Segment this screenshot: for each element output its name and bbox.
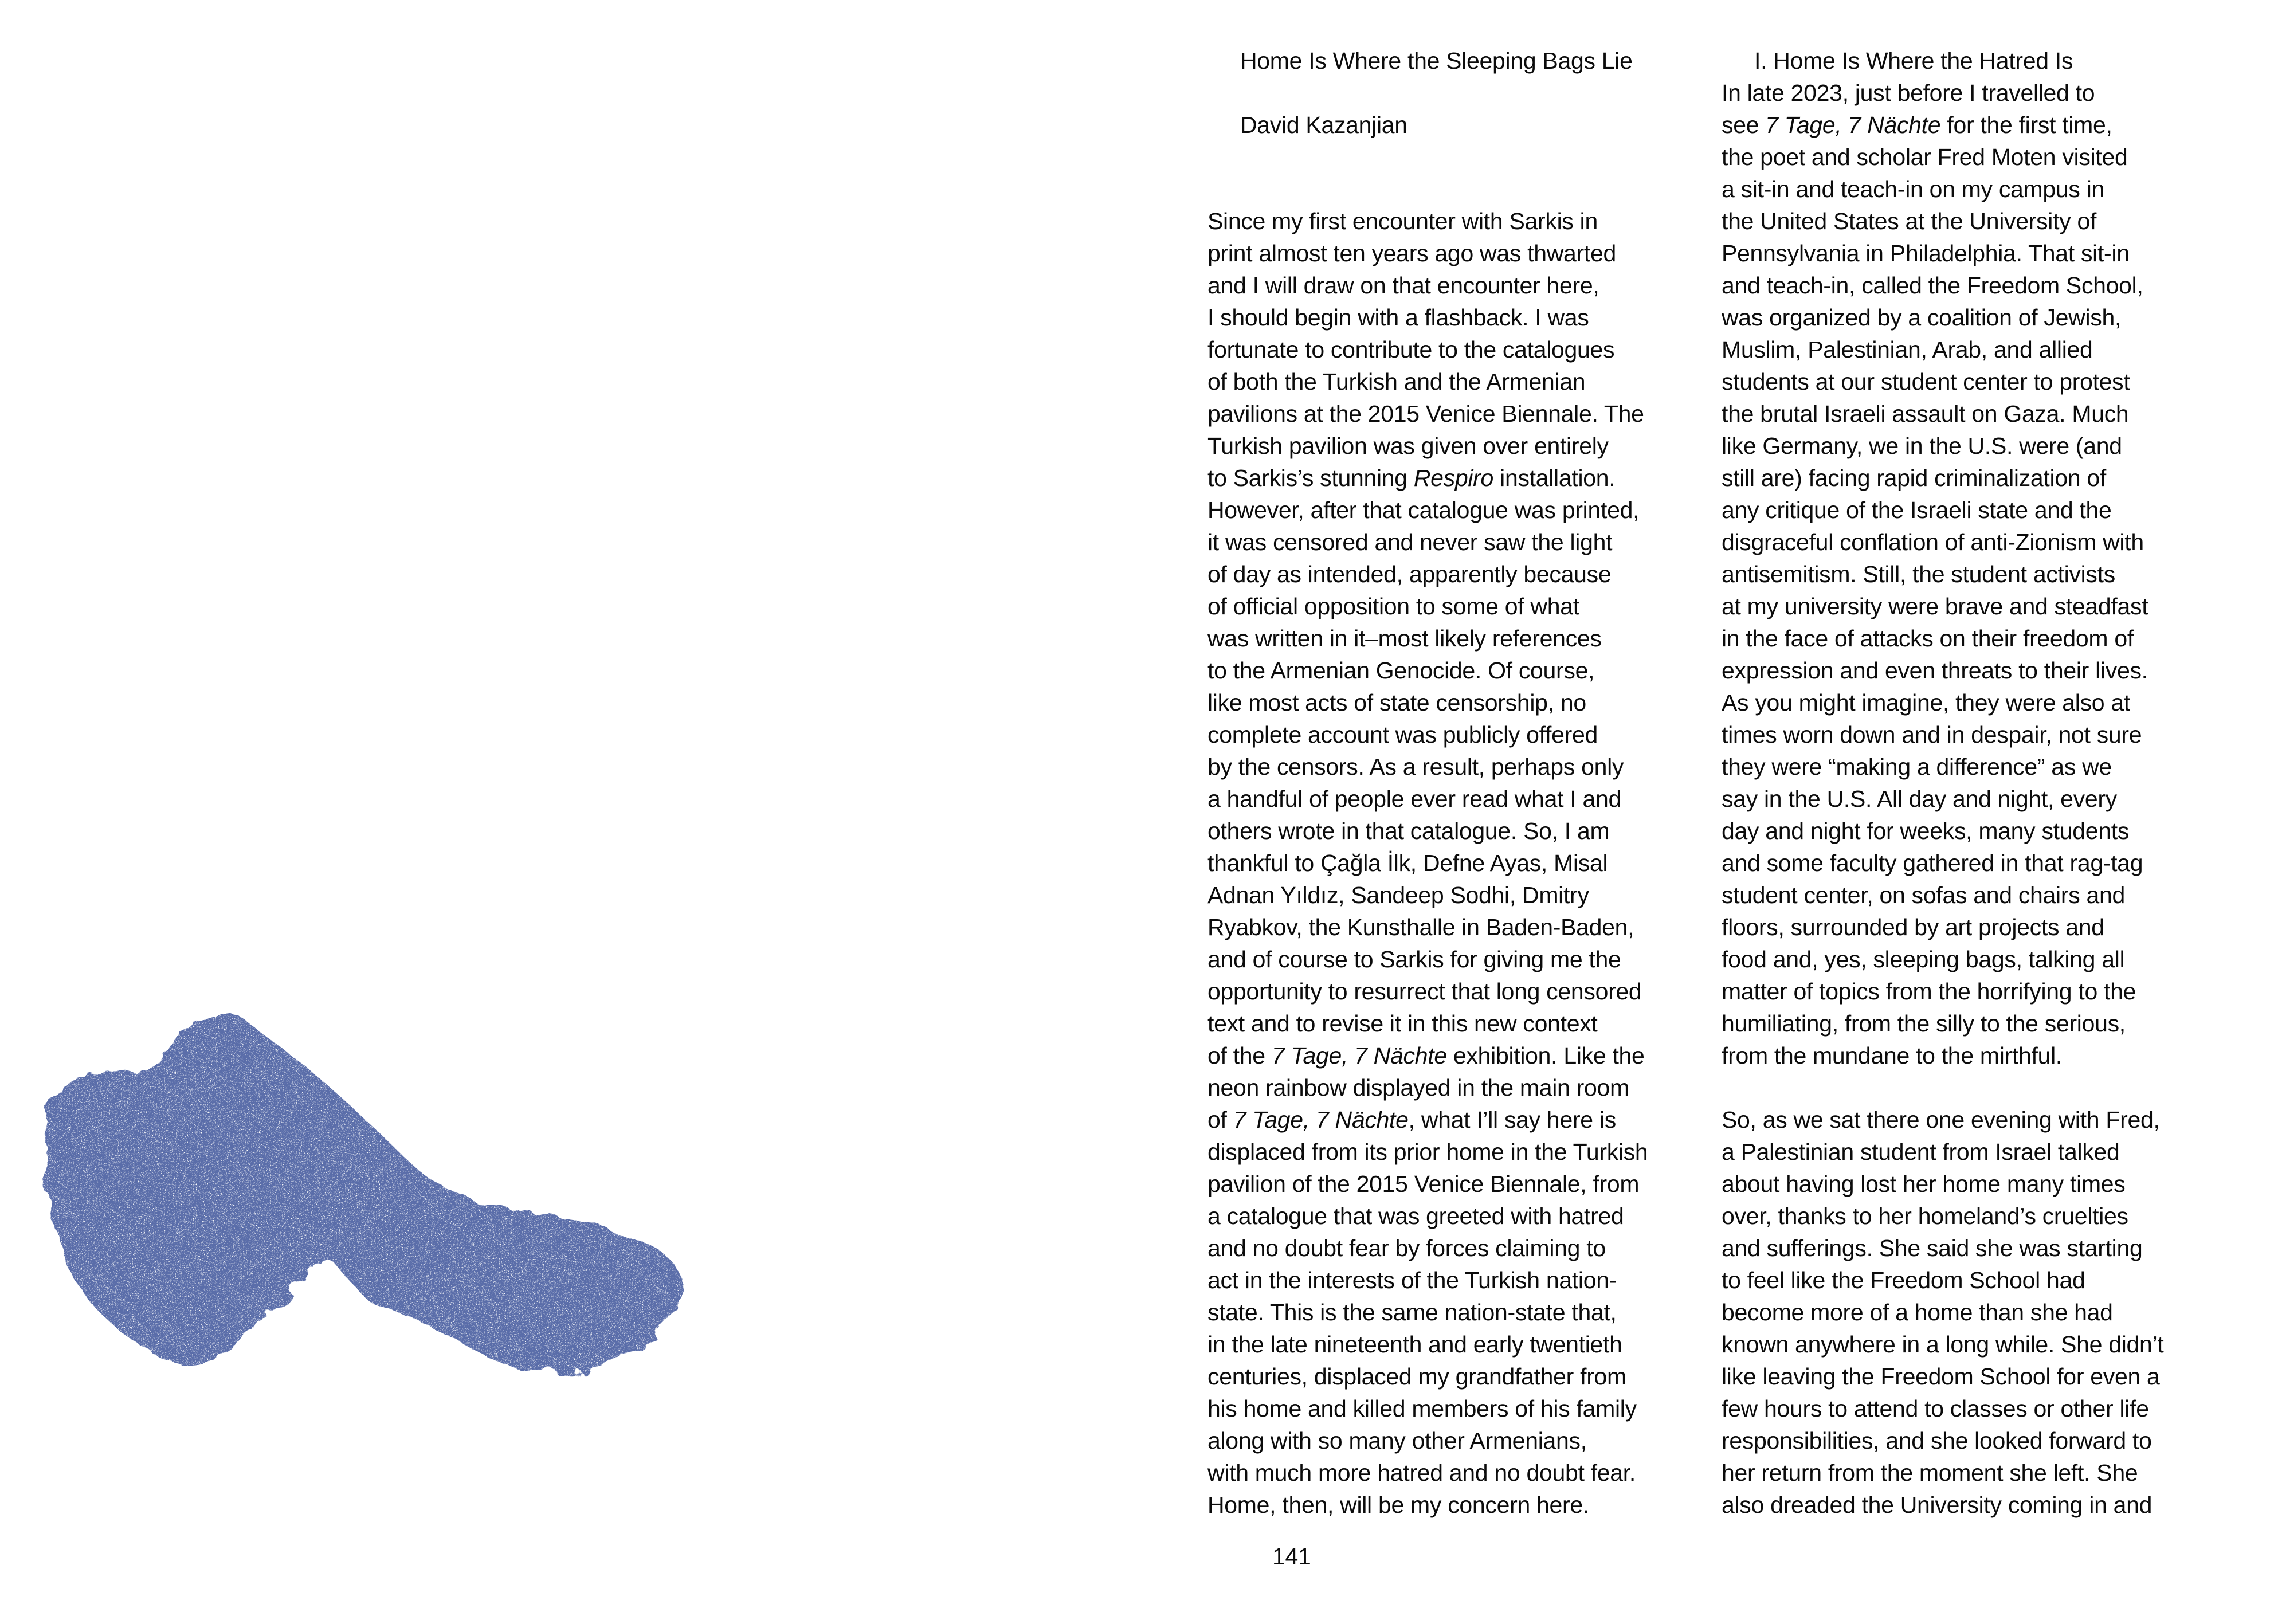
text-line: floors, surrounded by art projects and [1722,914,2104,940]
text-line: they were “making a difference” as we [1722,754,2112,780]
text-line: times worn down and in despair, not sure [1722,721,2142,748]
text-line: text and to revise it in this new context [1207,1010,1598,1037]
text-line: the poet and scholar Fred Moten visited [1722,144,2128,170]
text-line: of 7 Tage, 7 Nächte, what I’ll say here is [1207,1107,1616,1133]
text-line: Ryabkov, the Kunsthalle in Baden-Baden, [1207,914,1634,940]
text-line: also dreaded the University coming in and [1722,1492,2153,1518]
column-1-text [1207,205,1740,1521]
text-line: act in the interests of the Turkish nation- [1207,1267,1617,1293]
text-line: known anywhere in a long while. She didn’t [1722,1331,2164,1358]
column-1 [1207,45,1740,1521]
text-line: of day as intended, apparently because [1207,561,1612,587]
blue-crayon-blob [32,994,708,1395]
text-line: a sit-in and teach-in on my campus in [1722,176,2105,202]
spacer [1207,77,1740,109]
text-line: thankful to Çağla İlk, Defne Ayas, Misal [1207,850,1608,876]
text-line: with much more hatred and no doubt fear. [1207,1460,1636,1486]
text-line: a handful of people ever read what I and [1207,786,1621,812]
text-line: any critique of the Israeli state and the [1722,497,2112,523]
essay-title: Home Is Where the Sleeping Bags Lie [1240,48,1633,74]
text-line: a catalogue that was greeted with hatred [1207,1203,1624,1229]
text-line: expression and even threats to their lives. [1722,657,2148,684]
text-line: antisemitism. Still, the student activists [1722,561,2115,587]
text-line: and teach-in, called the Freedom School, [1722,272,2143,299]
text-line: from the mundane to the mirthful. [1722,1042,2063,1069]
text-line: of official opposition to some of what [1207,593,1579,619]
text-line: along with so many other Armenians, [1207,1427,1587,1454]
text-line: food and, yes, sleeping bags, talking all [1722,946,2125,972]
text-line: day and night for weeks, many students [1722,818,2130,844]
spacer [1207,173,1740,205]
text-line: complete account was publicly offered [1207,721,1598,748]
text-line: students at our student center to protest [1722,368,2130,395]
text-line: few hours to attend to classes or other life [1722,1395,2149,1422]
text-line: like Germany, we in the U.S. were (and [1722,433,2122,459]
section-heading: I. Home Is Where the Hatred Is [1754,48,2073,74]
text-line: a Palestinian student from Israel talked [1722,1139,2120,1165]
text-line: Turkish pavilion was given over entirely [1207,433,1609,459]
text-line: Home, then, will be my concern here. [1207,1492,1590,1518]
text-line: fortunate to contribute to the catalogues [1207,336,1615,363]
page-number: 141 [1272,1543,1311,1570]
text-line: student center, on sofas and chairs and [1722,882,2125,908]
text-line: the brutal Israeli assault on Gaza. Much [1722,401,2129,427]
text-line: responsibilities, and she looked forward to [1722,1427,2152,1454]
text-line: and sufferings. She said she was starting [1722,1235,2143,1261]
text-line: and some faculty gathered in that rag-tag [1722,850,2143,876]
text-line: to Sarkis’s stunning Respiro installation. [1207,465,1616,491]
text-line: in the face of attacks on their freedom of [1722,625,2134,652]
text-line: In late 2023, just before I travelled to [1722,80,2095,106]
text-line: was written in it–most likely references [1207,625,1602,652]
text-line: it was censored and never saw the light [1207,529,1613,555]
text-line [1722,1072,2255,1104]
text-line: still are) facing rapid criminalization of [1722,465,2107,491]
text-line: in the late nineteenth and early twentieth [1207,1331,1622,1358]
text-line: disgraceful conflation of anti-Zionism with [1722,529,2144,555]
text-line: others wrote in that catalogue. So, I am [1207,818,1610,844]
text-line: print almost ten years ago was thwarted [1207,240,1616,266]
text-line: neon rainbow displayed in the main room [1207,1074,1629,1101]
text-line: pavilion of the 2015 Venice Biennale, from [1207,1171,1640,1197]
text-line: her return from the moment she left. She [1722,1460,2138,1486]
text-line: and I will draw on that encounter here, [1207,272,1599,299]
text-line: displaced from its prior home in the Turkish [1207,1139,1648,1165]
text-line: his home and killed members of his family [1207,1395,1637,1422]
text-line: say in the U.S. All day and night, every [1722,786,2117,812]
text-line: about having lost her home many times [1722,1171,2126,1197]
text-line: centuries, displaced my grandfather from [1207,1363,1626,1390]
text-line: So, as we sat there one evening with Fred, [1722,1107,2160,1133]
text-line: and no doubt fear by forces claiming to [1207,1235,1606,1261]
blob-shape [45,1009,683,1376]
text-line: by the censors. As a result, perhaps only [1207,754,1624,780]
column-2 [1722,45,2255,1521]
spacer [1207,141,1740,173]
essay-author: David Kazanjian [1240,112,1407,138]
text-line: like leaving the Freedom School for even a [1722,1363,2160,1390]
text-line: Since my first encounter with Sarkis in [1207,208,1598,234]
text-line: to feel like the Freedom School had [1722,1267,2085,1293]
text-line: of both the Turkish and the Armenian [1207,368,1586,395]
text-line: was organized by a coalition of Jewish, [1722,304,2122,331]
text-line: to the Armenian Genocide. Of course, [1207,657,1595,684]
text-line: Pennsylvania in Philadelphia. That sit-in [1722,240,2130,266]
text-line: matter of topics from the horrifying to the [1722,978,2136,1005]
text-line: and of course to Sarkis for giving me the [1207,946,1621,972]
text-line: opportunity to resurrect that long censored [1207,978,1642,1005]
text-line: humiliating, from the silly to the serious, [1722,1010,2126,1037]
text-line: at my university were brave and steadfast [1722,593,2148,619]
text-line: I should begin with a flashback. I was [1207,304,1589,331]
text-line: pavilions at the 2015 Venice Biennale. The [1207,401,1644,427]
text-line: Adnan Yıldız, Sandeep Sodhi, Dmitry [1207,882,1589,908]
text-line: As you might imagine, they were also at [1722,689,2130,716]
text-line: the United States at the University of [1722,208,2097,234]
text-line: like most acts of state censorship, no [1207,689,1586,716]
text-line: state. This is the same nation-state that, [1207,1299,1617,1325]
text-line: However, after that catalogue was printed, [1207,497,1640,523]
column-2-text [1722,77,2255,1521]
text-line: over, thanks to her homeland’s cruelties [1722,1203,2128,1229]
text-line: see 7 Tage, 7 Nächte for the first time, [1722,112,2112,138]
text-line: Muslim, Palestinian, Arab, and allied [1722,336,2093,363]
text-line: of the 7 Tage, 7 Nächte exhibition. Like the [1207,1042,1645,1069]
text-line: become more of a home than she had [1722,1299,2113,1325]
